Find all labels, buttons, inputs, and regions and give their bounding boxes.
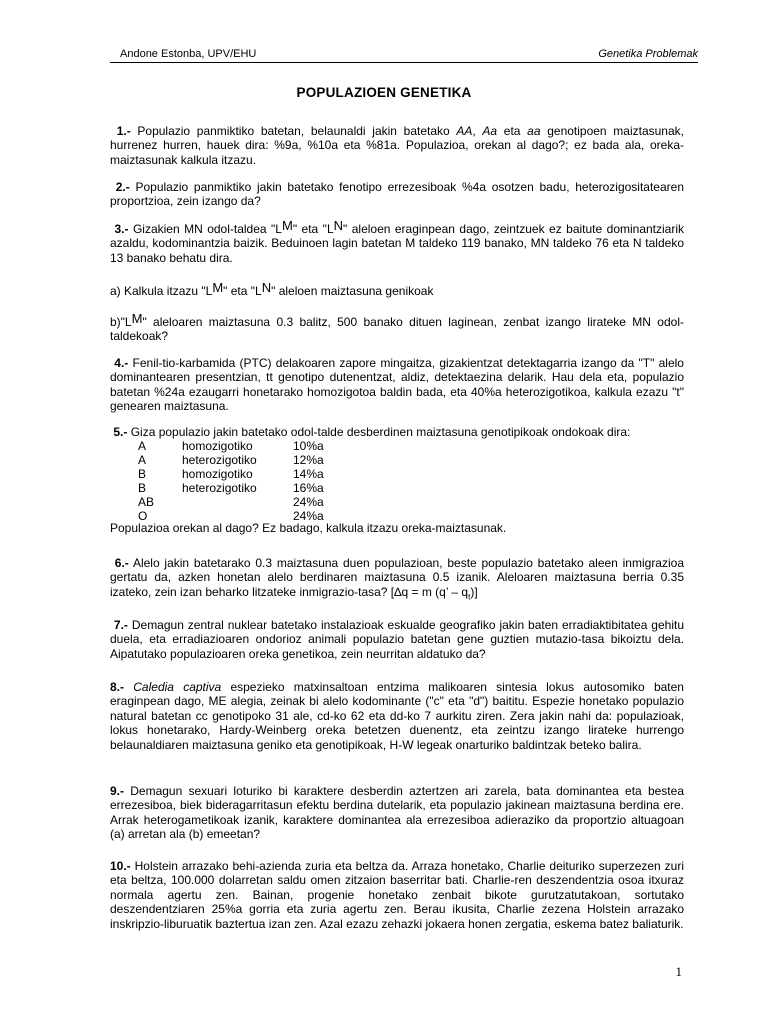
header-rule (110, 62, 698, 63)
problem-number: 3.- (114, 222, 129, 236)
problem-3b: $b)"L^M$" aleloaren maiztasuna 0.3 balitz, 500 banako dituen laginean, zenbat izango lirateke MN odol-taldekoak? (110, 311, 684, 344)
problem-10: 10.- Holstein arrazako behi-azienda zuria eta beltza da. Arraza honetako, Charlie deituriko superzezen zuri eta beltza, 100.000 dolarretan saldu omen zitzaion baserritar bati. Charlie-ren deszendentzia osoa itxuraz normala agertu zen. Bainan, progenie honetako zenbait bikote gurutzatutakoan, sortutako deszendentziaren 25%a gorria eta zuria agertu zen. Berau ikusita, Charlie zezena Holstein arrazako inskripzio-liburuatik baztertua izan zen. Azal ezazu zehazki jokaera honen zergatia, eskema batez baliaturik. (110, 859, 684, 931)
problem-4: 4.- Fenil-tio-karbamida (PTC) delakoaren zapore mingaitza, gizakientzat detektagarria izango da "T" alelo dominantearen presentzian, tt genotipo dutenentzat, aldiz, detektaezina delarik. Hau dela eta, populazio batetan %24a ezaugarri honetarako homozigotoa baldin bada, eta 40%a heterozigotikoa, kalkula ezazu "t" genearen maiztasuna. (110, 356, 684, 414)
problem-7: 7.- Demagun zentral nuklear batetako instalazioak eskualde geografiko jakin baten erradiaktibitatea gehitu duela, eta erradiazioaren ondorioz animali populazio batetan gene guztien mutazio-tasa bikoiztu dela. Aipatutako populazioaren oreka genetikoa, zein neurritan aldatuko da? (110, 618, 684, 661)
problem-number: 9.- (110, 784, 125, 798)
problem-3: 3.- Gizakien MN odol-taldea "$L^M$" eta "$L^N$" aleloen eraginpean dago, zeintzuek ez baitute dominantziarik azaldu, kodominantzia baizik. Beduinoen lagin batetan M taldeko 119 banako, MN taldeko 76 eta N taldeko 13 banako behatu dira. (110, 218, 685, 265)
problem-number: 10.- (110, 859, 131, 873)
problem-number: 1.- (116, 124, 131, 138)
genotype-table (138, 439, 324, 523)
table-row: AB 24%a (138, 495, 324, 509)
problem-number: 8.- (110, 680, 125, 694)
problem-3a: a) Kalkula itzazu "$L^M$" eta "$L^N$" aleloen maiztasuna genikoak (110, 280, 434, 298)
page-number: 1 (675, 964, 682, 979)
problem-number: 5.- (113, 425, 128, 439)
header-course: Genetika Problemak (598, 48, 698, 60)
problem-5-question: Populazioa orekan al dago? Ez badago, kalkula itzazu oreka-maiztasunak. (110, 521, 507, 535)
table-row: A homozigotiko 10%a (138, 439, 324, 453)
problem-number: 2.- (115, 180, 130, 194)
problem-9: 9.- Demagun sexuari loturiko bi karaktere desberdin aztertzen ari zarela, bata dominantea eta bestea errezesiboa, biek bideragarritasun efektu berdina dutelarik, eta populazio jakinean maiztasuna berdina ere. Arrak heterogametikoak izanik, karaktere dominantea ala errezesiboa adieraziko da proportzio altuagoan (a) arretan ala (b) emeetan? (110, 784, 684, 842)
table-row: B homozigotiko 14%a (138, 467, 324, 481)
table-row: A heterozigotiko 12%a (138, 453, 324, 467)
problem-number: 6.- (114, 556, 129, 570)
migration-formula: ∆q = m (q’ – q (394, 584, 469, 599)
problem-6: 6.- Alelo jakin batetarako 0.3 maiztasuna duen populazioan, beste populazio batetako aleen inmigrazioa gertatu da, azken honetan alelo berdinaren maiztasuna 0.5 izanik. Aleloaren maiztasuna berria 0.35 izateko, zein izan beharko litzateke inmigrazio-tasa? [∆q = m (q’ – $q_t$)] (110, 556, 684, 602)
problem-number: 7.- (113, 618, 128, 632)
problem-number: 4.- (114, 356, 129, 370)
header-author: Andone Estonba, UPV/EHU (120, 48, 257, 60)
problem-8: 8.- Caledia captiva espezieko matxinsaltoan entzima malikoaren sintesia lokus autosomiko baten eraginpean dago, ME alegia, zeinak bi alelo kodominante ("c" eta "d") baititu. Espezie honetako populazio natural batetan cc genotipoko 31 ale, cd-ko 62 eta dd-ko 7 aurkitu ziren. Zera jakin nahi da: populazioak, lokus honetarako, Hardy-Weinberg oreka betetzen duenentz, eta zeintzu izango lirateke hurrengo belaunaldiaren maiztasuna geniko eta genotipikoak, H-W legeak onarturiko baldintzak beteko balira. (110, 680, 684, 752)
page-title: POPULAZIOEN GENETIKA (296, 85, 472, 100)
problem-1: 1.- Populazio panmiktiko batetan, belaunaldi jakin batetako AA, Aa eta aa genotipoen maiztasunak, hurrenez hurren, hauek dira: %9a, %10a eta %81a. Populazioa, orekan al dago?; ez bada ala, oreka-maiztasunak kalkula itzazu. (110, 124, 684, 167)
problem-2: 2.- Populazio panmiktiko jakin batetako fenotipo errezesiboak %4a osotzen badu, heterozigositatearen proportzioa, zein izango da? (110, 180, 684, 209)
table-row: O 24%a (138, 509, 324, 523)
species-name: Caledia captiva (133, 680, 222, 694)
problem-5: 5.- Giza populazio jakin batetako odol-talde desberdinen maiztasuna genotipikoak ondokoak dira: (113, 425, 631, 439)
table-row: B heterozigotiko 16%a (138, 481, 324, 495)
